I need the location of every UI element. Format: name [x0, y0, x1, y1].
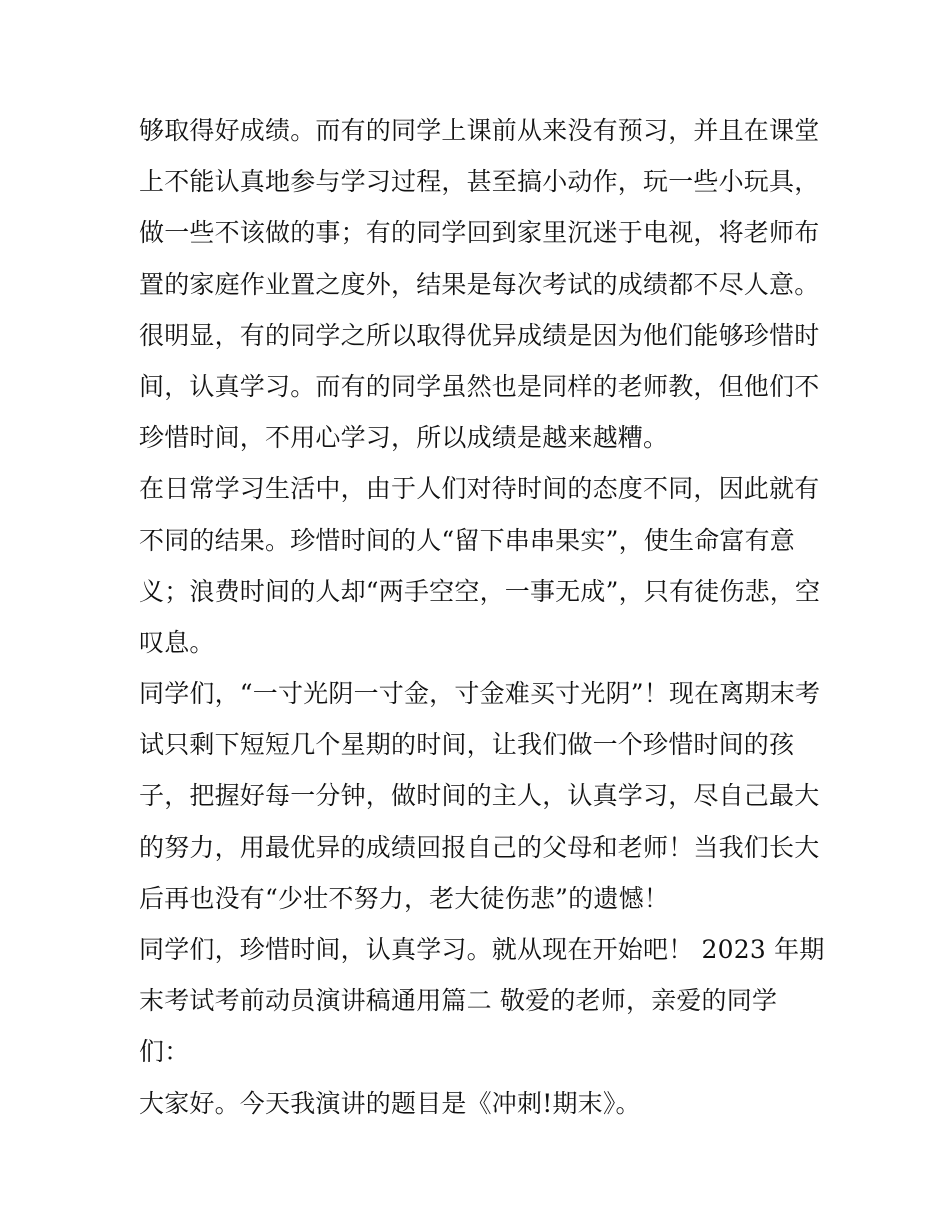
text-line: 不同的结果。珍惜时间的人“留下串串果实”，使生命富有意	[139, 525, 795, 555]
text-line: 末考试考前动员演讲稿通用篇二 敬爱的老师，亲爱的同学	[139, 986, 778, 1016]
text-line: 试只剩下短短几个星期的时间，让我们做一个珍惜时间的孩	[139, 730, 795, 760]
text-line: 后再也没有“少壮不努力，老大徒伤悲”的遗憾！	[139, 883, 669, 913]
text-line: 的努力，用最优异的成绩回报自己的父母和老师！当我们长大	[139, 832, 820, 862]
text-line: 在日常学习生活中，由于人们对待时间的态度不同，因此就有	[139, 474, 820, 504]
body-text	[139, 105, 825, 1129]
text-line: 同学们，珍惜时间，认真学习。就从现在开始吧！ 2023 年期	[139, 935, 825, 964]
text-line: 义；浪费时间的人却“两手空空，一事无成”，只有徒伤悲，空	[139, 576, 821, 606]
text-line: 很明显，有的同学之所以取得优异成绩是因为他们能够珍惜时	[139, 320, 820, 350]
text-line: 间，认真学习。而有的同学虽然也是同样的老师教，但他们不	[139, 371, 820, 401]
text-line: 同学们，“一寸光阴一寸金，寸金难买寸光阴”！现在离期末考	[139, 679, 821, 709]
text-line: 叹息。	[139, 627, 215, 657]
text-line: 够取得好成绩。而有的同学上课前从来没有预习，并且在课堂	[139, 116, 820, 145]
text-line: 上不能认真地参与学习过程，甚至搞小动作，玩一些小玩具，	[139, 167, 820, 197]
text-line: 大家好。今天我演讲的题目是《冲刺!期末》。	[139, 1088, 641, 1118]
text-line: 珍惜时间，不用心学习，所以成绩是越来越糟。	[139, 423, 669, 453]
text-line: 做一些不该做的事；有的同学回到家里沉迷于电视，将老师布	[139, 218, 820, 248]
text-line: 置的家庭作业置之度外，结果是每次考试的成绩都不尽人意。	[139, 269, 820, 299]
text-line: 们：	[139, 1037, 190, 1067]
text-line: 子，把握好每一分钟，做时间的主人，认真学习，尽自己最大	[139, 781, 820, 811]
